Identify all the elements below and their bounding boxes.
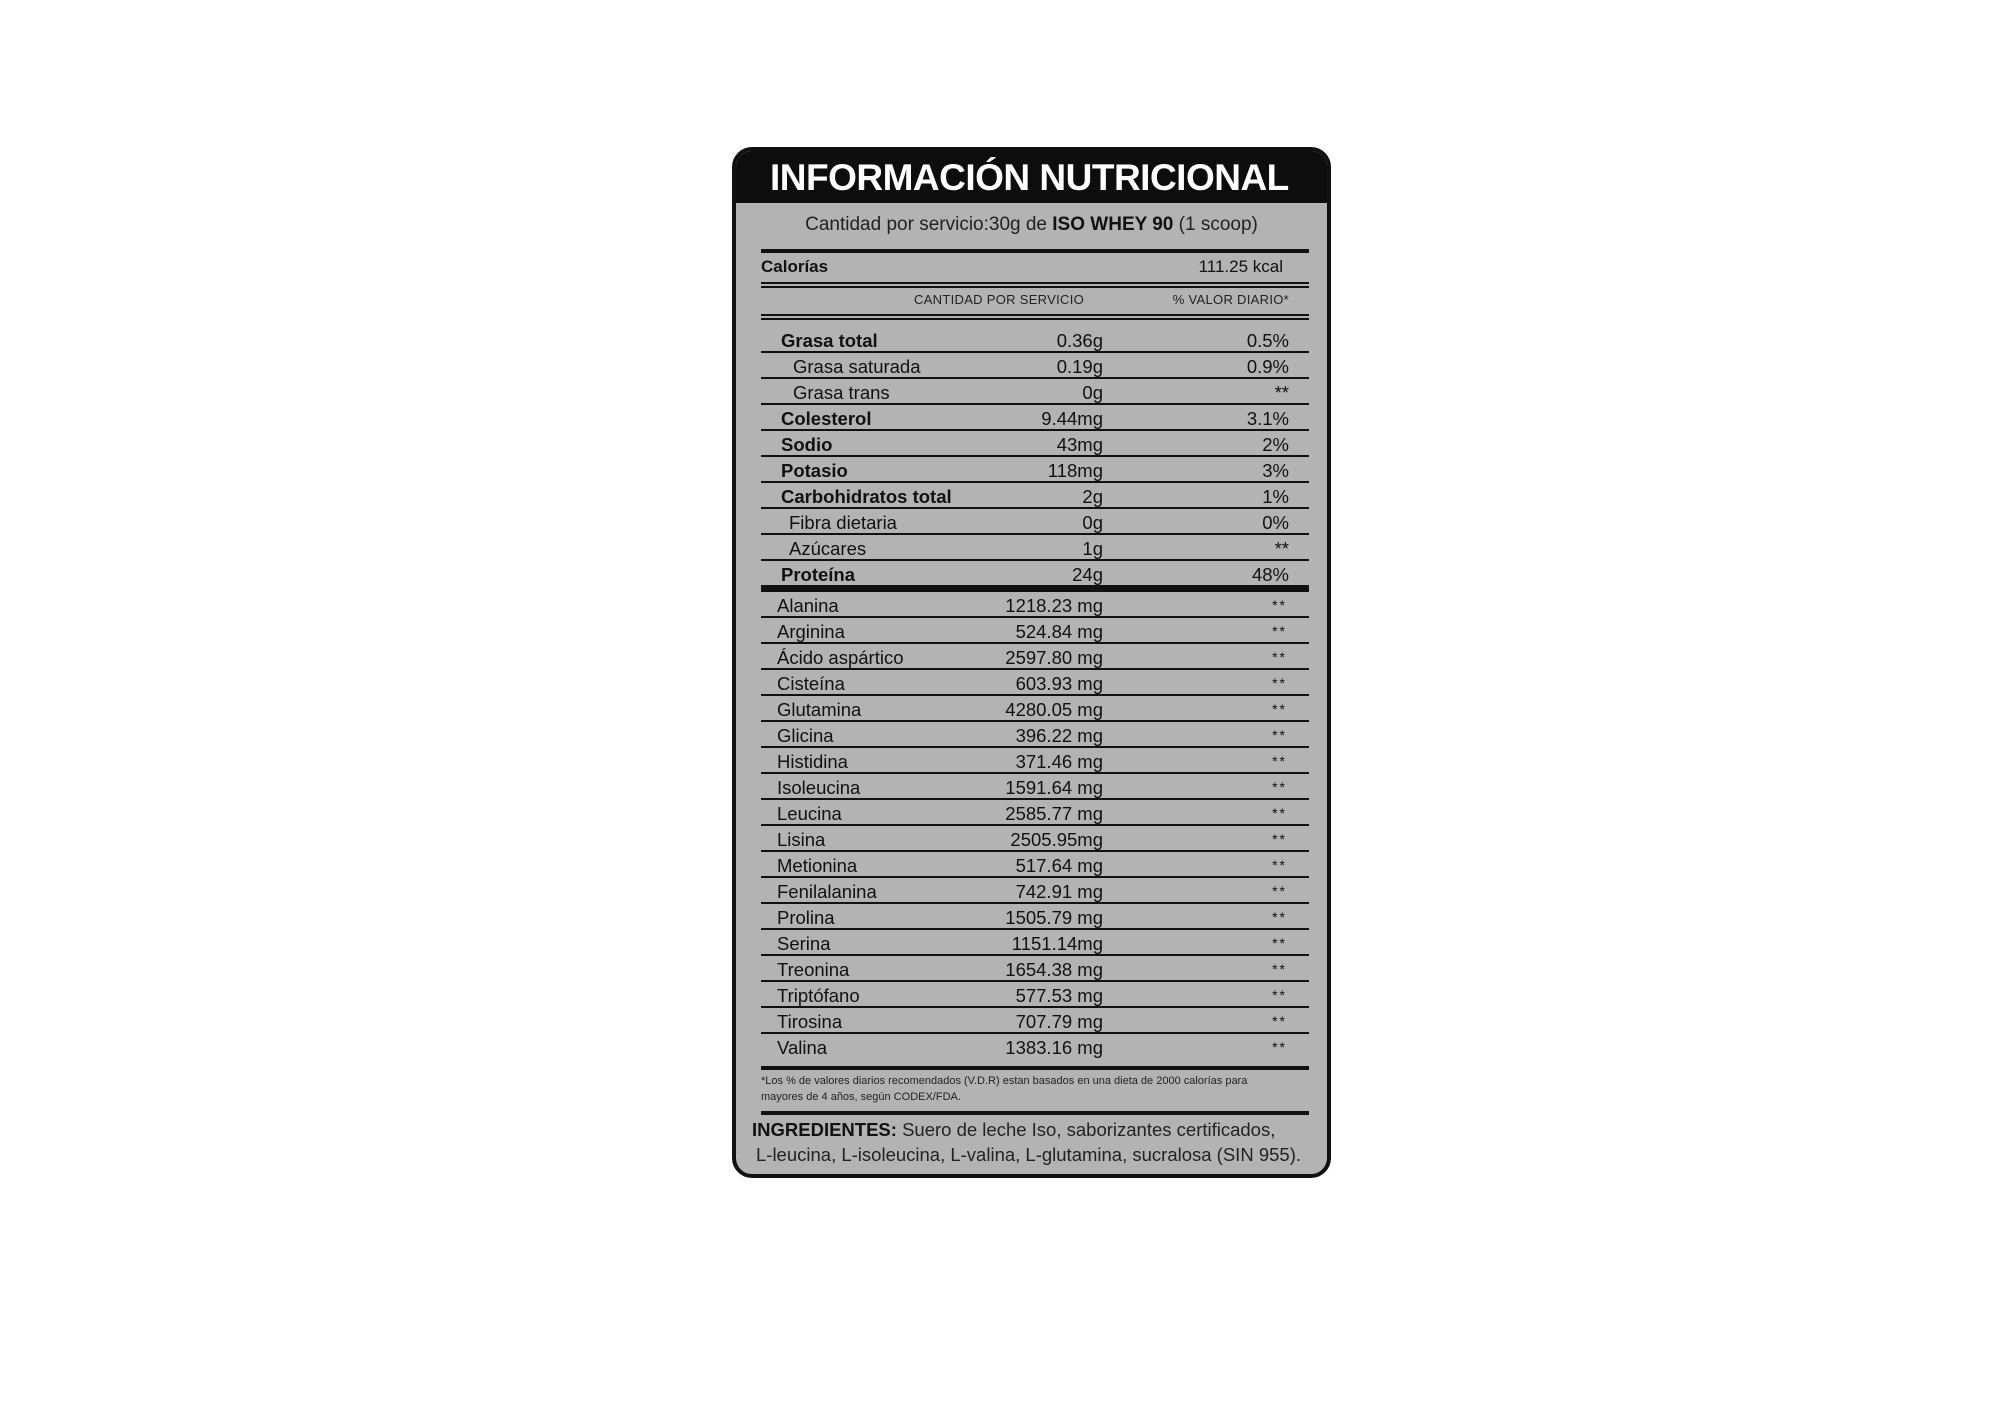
nutrient-daily-value: 3% bbox=[1262, 460, 1289, 481]
amino-acid-row bbox=[761, 878, 1309, 904]
amount-header: CANTIDAD POR SERVICIO bbox=[914, 292, 1085, 307]
nutrient-name: Potasio bbox=[781, 460, 848, 481]
amino-acid-row bbox=[761, 1008, 1309, 1034]
divider bbox=[761, 585, 1309, 592]
nutrient-name: Azúcares bbox=[789, 538, 867, 559]
nutrient-daily-value: 3.1% bbox=[1246, 408, 1289, 429]
amino-acid-row bbox=[761, 826, 1309, 852]
serving-size bbox=[736, 214, 1327, 236]
amino-acid-daily-value: ** bbox=[1272, 987, 1287, 1003]
amino-acid-daily-value: ** bbox=[1272, 649, 1287, 665]
nutrient-row bbox=[761, 353, 1309, 379]
amino-acid-row bbox=[761, 774, 1309, 800]
footnote-line: *Los % de valores diarios recomendados (V.D.R) estan basados en una dieta de 2000 calorías para bbox=[761, 1075, 1248, 1087]
nutrient-daily-value: 48% bbox=[1251, 564, 1289, 585]
amino-acid-amount: 707.79 mg bbox=[1015, 1011, 1103, 1032]
daily-value-header: % VALOR DIARIO* bbox=[1172, 292, 1289, 307]
nutrient-amount: 118mg bbox=[1047, 460, 1103, 481]
amino-acid-daily-value: ** bbox=[1272, 701, 1287, 717]
amino-acid-amount: 517.64 mg bbox=[1015, 855, 1103, 876]
ingredients bbox=[752, 1117, 1322, 1167]
amino-acid-rows bbox=[761, 592, 1309, 1060]
amino-acid-name: Alanina bbox=[777, 595, 839, 616]
amino-acid-daily-value: ** bbox=[1272, 961, 1287, 977]
amino-acid-row bbox=[761, 670, 1309, 696]
nutrient-name: Grasa total bbox=[781, 330, 878, 351]
amino-acid-daily-value: ** bbox=[1272, 675, 1287, 691]
amino-acid-name: Ácido aspártico bbox=[777, 647, 904, 668]
nutrient-row bbox=[761, 535, 1309, 561]
nutrient-daily-value: 0.5% bbox=[1246, 330, 1289, 351]
nutrient-daily-value: ** bbox=[1274, 538, 1289, 559]
nutrient-daily-value: 0.9% bbox=[1246, 356, 1289, 377]
amino-acid-amount: 742.91 mg bbox=[1015, 881, 1103, 902]
amino-acid-amount: 1151.14mg bbox=[1011, 933, 1103, 954]
amino-acid-amount: 524.84 mg bbox=[1015, 621, 1103, 642]
amino-acid-amount: 603.93 mg bbox=[1015, 673, 1103, 694]
amino-acid-row bbox=[761, 904, 1309, 930]
nutrient-name: Grasa trans bbox=[793, 382, 890, 403]
amino-acid-amount: 577.53 mg bbox=[1015, 985, 1103, 1006]
amino-acid-amount: 1654.38 mg bbox=[1005, 959, 1103, 980]
amino-acid-amount: 2585.77 mg bbox=[1005, 803, 1103, 824]
amino-acid-daily-value: ** bbox=[1272, 935, 1287, 951]
nutrient-amount: 0.19g bbox=[1056, 356, 1103, 377]
ingredients-line: Suero de leche Iso, saborizantes certificados, bbox=[896, 1119, 1276, 1140]
nutrient-daily-value: 2% bbox=[1262, 434, 1289, 455]
amino-acid-row bbox=[761, 592, 1309, 618]
amino-acid-name: Valina bbox=[777, 1037, 828, 1058]
title-bar bbox=[736, 151, 1327, 203]
serving-suffix: (1 scoop) bbox=[1173, 214, 1258, 235]
nutrient-amount: 24g bbox=[1072, 564, 1103, 585]
amino-acid-name: Tirosina bbox=[777, 1011, 843, 1032]
amino-acid-daily-value: ** bbox=[1272, 597, 1287, 613]
amino-acid-name: Arginina bbox=[777, 621, 845, 642]
nutrient-daily-value: 0% bbox=[1262, 512, 1289, 533]
calories-value: 111.25 kcal bbox=[1198, 257, 1283, 276]
nutrient-row bbox=[761, 405, 1309, 431]
amino-acid-daily-value: ** bbox=[1272, 1039, 1287, 1055]
nutrient-amount: 1g bbox=[1082, 538, 1103, 559]
nutrient-row bbox=[761, 509, 1309, 535]
nutrient-amount: 0g bbox=[1082, 382, 1103, 403]
divider bbox=[761, 249, 1309, 253]
nutrient-amount: 43mg bbox=[1056, 434, 1103, 455]
nutrient-amount: 0.36g bbox=[1056, 330, 1103, 351]
amino-acid-amount: 1218.23 mg bbox=[1005, 595, 1103, 616]
footnote bbox=[761, 1073, 1311, 1105]
nutrient-name: Colesterol bbox=[781, 408, 872, 429]
amino-acid-name: Histidina bbox=[777, 751, 848, 772]
amino-acid-daily-value: ** bbox=[1272, 727, 1287, 743]
footnote-line: mayores de 4 años, según CODEX/FDA. bbox=[761, 1091, 961, 1103]
amino-acid-daily-value: ** bbox=[1272, 1013, 1287, 1029]
nutrient-row bbox=[761, 457, 1309, 483]
amino-acid-row bbox=[761, 982, 1309, 1008]
amino-acid-name: Fenilalanina bbox=[777, 881, 877, 902]
amino-acid-name: Lisina bbox=[777, 829, 826, 850]
nutrient-amount: 2g bbox=[1082, 486, 1103, 507]
calories-label: Calorías bbox=[761, 257, 829, 276]
divider bbox=[761, 314, 1309, 316]
nutrient-rows bbox=[761, 327, 1309, 587]
amino-acid-row bbox=[761, 1034, 1309, 1060]
amino-acid-row bbox=[761, 618, 1309, 644]
amino-acid-name: Leucina bbox=[777, 803, 842, 824]
amino-acid-daily-value: ** bbox=[1272, 909, 1287, 925]
amino-acid-name: Isoleucina bbox=[777, 777, 861, 798]
amino-acid-name: Glutamina bbox=[777, 699, 862, 720]
divider bbox=[761, 318, 1309, 320]
amino-acid-row bbox=[761, 852, 1309, 878]
nutrient-amount: 9.44mg bbox=[1041, 408, 1103, 429]
amino-acid-row bbox=[761, 956, 1309, 982]
amino-acid-amount: 2597.80 mg bbox=[1005, 647, 1103, 668]
divider bbox=[761, 1111, 1309, 1115]
divider bbox=[761, 1066, 1309, 1070]
divider bbox=[761, 282, 1309, 284]
amino-acid-row bbox=[761, 748, 1309, 774]
amino-acid-daily-value: ** bbox=[1272, 883, 1287, 899]
amino-acid-daily-value: ** bbox=[1272, 831, 1287, 847]
nutrient-row bbox=[761, 379, 1309, 405]
nutrient-row bbox=[761, 483, 1309, 509]
amino-acid-row bbox=[761, 722, 1309, 748]
amino-acid-amount: 396.22 mg bbox=[1015, 725, 1103, 746]
nutrient-row bbox=[761, 431, 1309, 457]
amino-acid-daily-value: ** bbox=[1272, 753, 1287, 769]
amino-acid-amount: 2505.95mg bbox=[1010, 829, 1103, 850]
amino-acid-row bbox=[761, 800, 1309, 826]
amino-acid-amount: 1505.79 mg bbox=[1005, 907, 1103, 928]
amino-acid-row bbox=[761, 930, 1309, 956]
nutrition-facts-label bbox=[732, 147, 1331, 1178]
nutrient-name: Fibra dietaria bbox=[789, 512, 897, 533]
nutrient-daily-value: 1% bbox=[1262, 486, 1289, 507]
amino-acid-name: Metionina bbox=[777, 855, 858, 876]
divider bbox=[761, 286, 1309, 288]
amino-acid-daily-value: ** bbox=[1272, 623, 1287, 639]
amino-acid-name: Serina bbox=[777, 933, 831, 954]
amino-acid-row bbox=[761, 696, 1309, 722]
amino-acid-amount: 371.46 mg bbox=[1015, 751, 1103, 772]
product-name: ISO WHEY 90 bbox=[1052, 214, 1174, 235]
nutrient-name: Grasa saturada bbox=[793, 356, 921, 377]
nutrient-row bbox=[761, 327, 1309, 353]
nutrient-name: Carbohidratos total bbox=[781, 486, 952, 507]
amino-acid-daily-value: ** bbox=[1272, 857, 1287, 873]
ingredients-line: L-leucina, L-isoleucina, L-valina, L-glutamina, sucralosa (SIN 955). bbox=[756, 1144, 1301, 1165]
amino-acid-daily-value: ** bbox=[1272, 779, 1287, 795]
nutrient-daily-value: ** bbox=[1274, 382, 1289, 403]
amino-acid-amount: 4280.05 mg bbox=[1005, 699, 1103, 720]
amino-acid-name: Treonina bbox=[777, 959, 850, 980]
amino-acid-name: Cisteína bbox=[777, 673, 845, 694]
label-title: INFORMACIÓN NUTRICIONAL bbox=[770, 157, 1289, 198]
amino-acid-name: Prolina bbox=[777, 907, 835, 928]
ingredients-label: INGREDIENTES: bbox=[752, 1119, 897, 1140]
nutrient-name: Proteína bbox=[781, 564, 856, 585]
amino-acid-amount: 1591.64 mg bbox=[1005, 777, 1103, 798]
nutrient-row bbox=[761, 561, 1309, 587]
amino-acid-name: Glicina bbox=[777, 725, 834, 746]
nutrient-name: Sodio bbox=[781, 434, 833, 455]
amino-acid-daily-value: ** bbox=[1272, 805, 1287, 821]
serving-prefix: Cantidad por servicio:30g de bbox=[805, 214, 1053, 235]
nutrient-amount: 0g bbox=[1082, 512, 1103, 533]
amino-acid-amount: 1383.16 mg bbox=[1005, 1037, 1103, 1058]
amino-acid-name: Triptófano bbox=[777, 985, 860, 1006]
amino-acid-row bbox=[761, 644, 1309, 670]
